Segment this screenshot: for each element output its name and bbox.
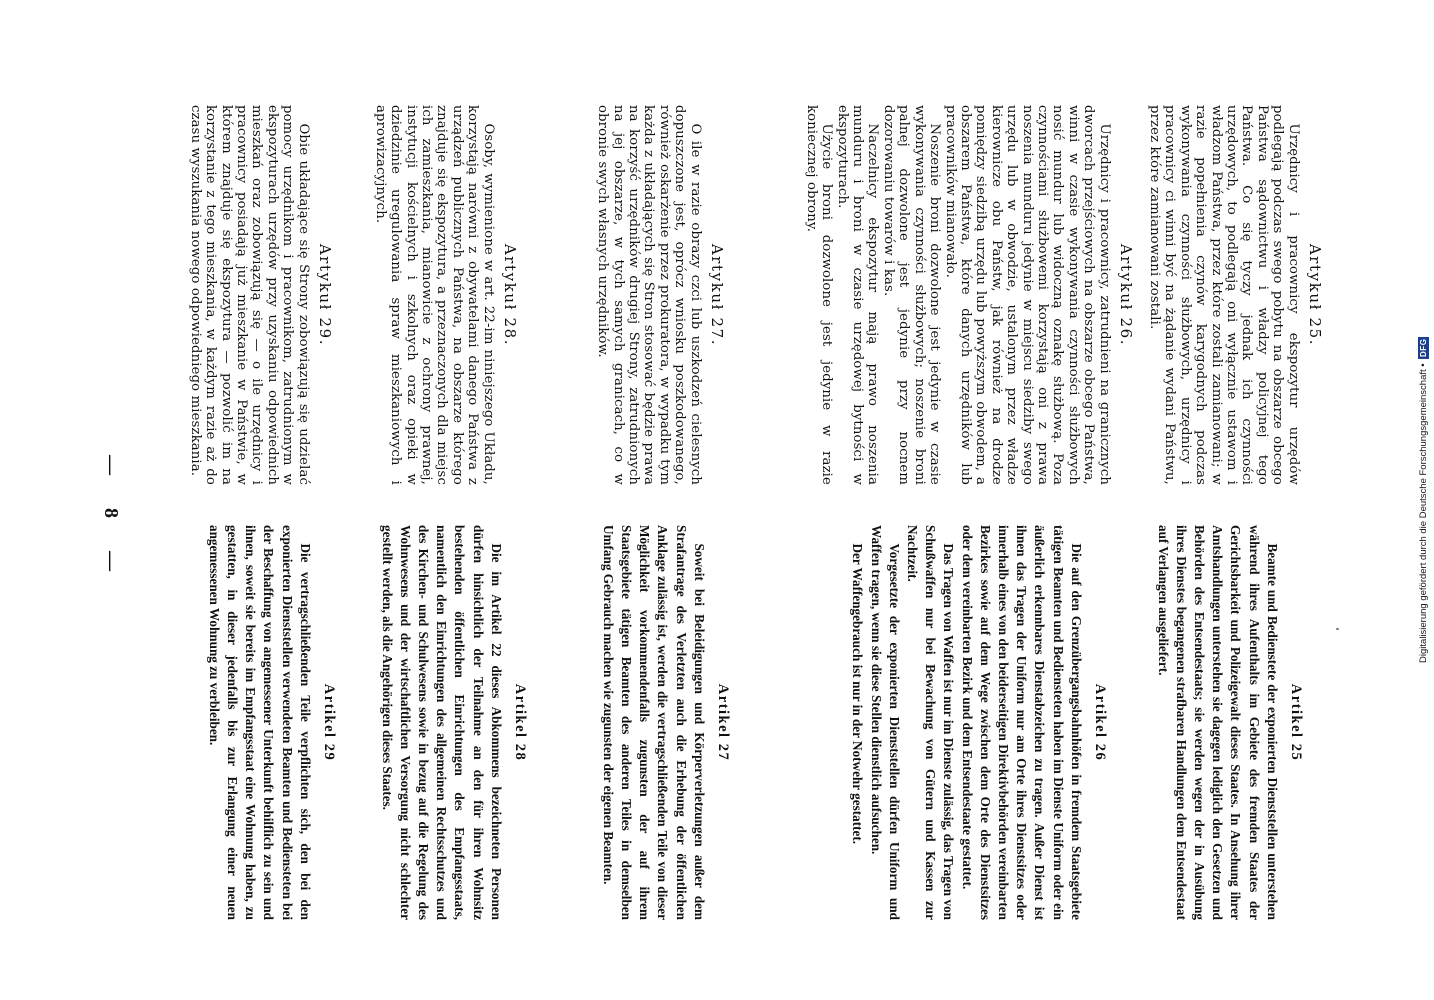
german-article-29 xyxy=(205,525,338,920)
article-text: Das Tragen von Waffen ist nur im Dienste zulässig, das Tragen von Schußwaffen nur bei Bewachung von Gütern und Kassen zur Nachtzeit. xyxy=(904,525,957,920)
article-text: Soweit bei Beleidigungen und Körperverletzungen außer dem Strafantrage des Verletzten auch die Erhebung der öffentlichen Anklage zulässig ist, werden die vertragschließenden Teile von dieser Möglichkeit vorkommendenfalls zugunsten der auf ihrem Staatsgebiete tätigen Beamten des anderen Teiles in demselben Umfang Gebrauch machen wie zugunsten der eigenen Beamten. xyxy=(600,525,707,920)
german-article-28 xyxy=(377,525,529,920)
polish-article-25 xyxy=(1147,105,1322,485)
article-text: Naczelnicy ekspozytur mają prawo noszenia munduru i broni w czasie urzędowej bytności w ekspozyturach. xyxy=(834,105,881,485)
article-heading: Artikel 25 xyxy=(1288,683,1304,762)
article-heading: Artikel 26 xyxy=(1092,683,1108,762)
article-text: Urzędnicy i pracownicy, zatrudnieni na granicznych dworcach przejściowych na obszarze obcego Państwa, winni w czasie wykonywania czynności służbowych nosić mundur lub widoczną oznakę służbową. Poza czynnościami służbowemi korzystają oni z prawa noszenia munduru jedynie w miejscu siedziby swego urzędu lub w obwodzie, ustalonym przez władze kierownicze obu Państw, jak również na drodze pomiędzy siedzibą urzędu lub powyższym obwodem, a obszarem Państwa, które danych urzędników lub pracowników mianowało. xyxy=(942,105,1112,485)
article-text: Der Waffengebrauch ist nur in der Notwehr gestattet. xyxy=(850,543,866,845)
page-number: — 8 — xyxy=(100,455,122,585)
polish-column xyxy=(142,105,1322,485)
polish-article-26 xyxy=(803,105,1133,485)
german-article-25 xyxy=(1153,525,1305,920)
article-text: Obie układające się Strony zobowiązują się udzielać pomocy urzędnikom i pracownikom, zatrudnionym w ekspozyturach urzędów przy uzyskaniu odpowiednich mieszkań oraz zobowiązują się — o ile urzędnicy i pracownicy posiadają już mieszkanie w Państwie, w którem znajduje się ekspozytura — pozwolić im na korzystanie z tego mieszkania, w każdym razie aż do czasu wyszukania nowego odpowiedniego mieszkania. xyxy=(187,105,311,485)
article-text: Noszenie broni dozwolone jest jedynie w czasie wykonywania czynności służbowych; noszenie broni palnej dozwolone jest jedynie przy nocnem dozorowaniu towarów i kas. xyxy=(880,105,943,485)
article-heading: Artykuł 25. xyxy=(1306,243,1324,347)
polish-article-29 xyxy=(187,105,332,485)
article-text: Die im Artikel 22 dieses Abkommens bezeichneten Personen dürfen hinsichtlich der Teilnahme an den für ihren Wohnsitz bestehenden öffentlichen Einrichtungen des Empfangsstaats, namentlich den Einrichtungen des allgemeinen Rechtsschutzes und des Kirchen- und Schulwesens sowie in bezug auf die Regelung des Wohnwesens und der wirtschaftlichen Versorgung nicht schlechter gestellt werden, als die Angehörigen dieses Staates. xyxy=(379,525,504,920)
article-heading: Artykuł 27. xyxy=(708,243,726,347)
article-text: Die auf den Grenzübergangsbahnhöfen in fremdem Staatsgebiete tätigen Beamten und Bediensteten haben im Dienste Uniform oder ein äußerlich erkennbares Dienstabzeichen zu tragen. Außer Dienst ist ihnen das Tragen der Uniform nur am Orte ihres Dienstsitzes oder innerhalb eines von den beiderseitigen Direktivbehörden vereinbarten Bezirkes sowie auf dem Wege zwischen dem Orte des Dienstsitzes oder dem vereinbarten Bezirk und dem Entsendestaate gestattet. xyxy=(959,525,1084,920)
article-heading: Artykuł 28. xyxy=(501,243,519,347)
article-text: Użycie broni dozwolone jest jedynie w razie koniecznej obrony. xyxy=(803,105,835,485)
article-heading: Artikel 28 xyxy=(512,683,528,762)
article-heading: Artikel 27 xyxy=(715,683,731,762)
german-column xyxy=(135,525,1305,920)
german-article-27 xyxy=(599,525,732,920)
article-text: Die vertragschließenden Teile verpflichten sich, den bei den exponierten Dienststellen verwendeten Beamten und Bediensteten bei der Beschaffung von angemessener Unterkunft behilflich zu sein und ihnen, soweit sie bereits im Empfangsstaat eine Wohnung haben, zu gestatten, in dieser jedenfalls bis zur Erlangung einer neuen angemessenen Wohnung zu verbleiben. xyxy=(206,525,313,920)
article-text: Beamte und Bedienstete der exponierten Dienststellen unterstehen während ihres Aufenthalts im Gebiete des fremden Staates der Gerichtsbarkeit und Polizeigewalt dieses Staates. In Ansehung ihrer Amtshandlungen unterstehen sie dagegen lediglich den Gesetzen und Behörden des Entsendestaats; sie werden wegen der in Ausübung ihres Dienstes begangenen strafbaren Handlungen dem Entsendestaat auf Verlangen ausgeliefert. xyxy=(1155,525,1280,920)
article-text: Osoby, wymienione w art. 22-im niniejszego Układu, korzystają narówni z obywatelami danego Państwa z urządzeń publicznych Państwa, na obszarze którego znajduje się ekspozytura, a przeznaczonych dla miejsc ich zamieszkania, mianowicie z ochrony prawnej, instytucji kościelnych i szkolnych oraz opieki w dziedzinie uregulowania spraw mieszkaniowych i aprowizacyjnych. xyxy=(372,105,496,485)
polish-article-28 xyxy=(372,105,517,485)
article-heading: Artikel 29 xyxy=(321,683,337,762)
article-text: Urzędnicy i pracownicy ekspozytur urzędów podlegają podczas swego pobytu na obszarze obcego Państwa sądownictwu i władzy policyjnej tego Państwa. Co się tyczy jednak ich czynności urzędowych, to podlegają oni wyłącznie ustawom i władzom Państwa, przez które zostali zamianowani; w razie popełnienia czynów karygodnych podczas wykonywania czynności służbowych, urzędnicy i pracownicy ci winni być na żądanie wydani Państwu, przez które zamianowani zostali. xyxy=(1146,105,1301,485)
scan-speck xyxy=(1336,628,1339,630)
polish-article-27 xyxy=(595,105,724,485)
digitization-credit xyxy=(1410,0,1434,1000)
article-heading: Artykuł 26. xyxy=(1117,243,1135,347)
article-text: O ile w razie obrazy czci lub uszkodzeń cielesnych dopuszczone jest, oprócz wniosku poszkodowanego, również oskarżenie przez prokuratora, w wypadku tym każda z układających się Stron stosować będzie prawa na korzyść urzędników drugiej Strony, zatrudnionych na jej obszarze, w tych samych granicach, co w obronie swych własnych urzędników. xyxy=(595,105,703,485)
credit-text: Digitalisierung gefördert durch die Deutsche Forschungsgemeinschaft • xyxy=(1417,363,1429,663)
dfg-logo: DFG xyxy=(1418,339,1428,358)
german-article-26 xyxy=(848,525,1109,920)
article-text: Vorgesetzte der exponierten Dienststellen dürfen Uniform und Waffen tragen, wenn sie diese Stellen dienstlich aufsuchen. xyxy=(868,525,902,920)
article-heading: Artykuł 29. xyxy=(316,243,334,347)
